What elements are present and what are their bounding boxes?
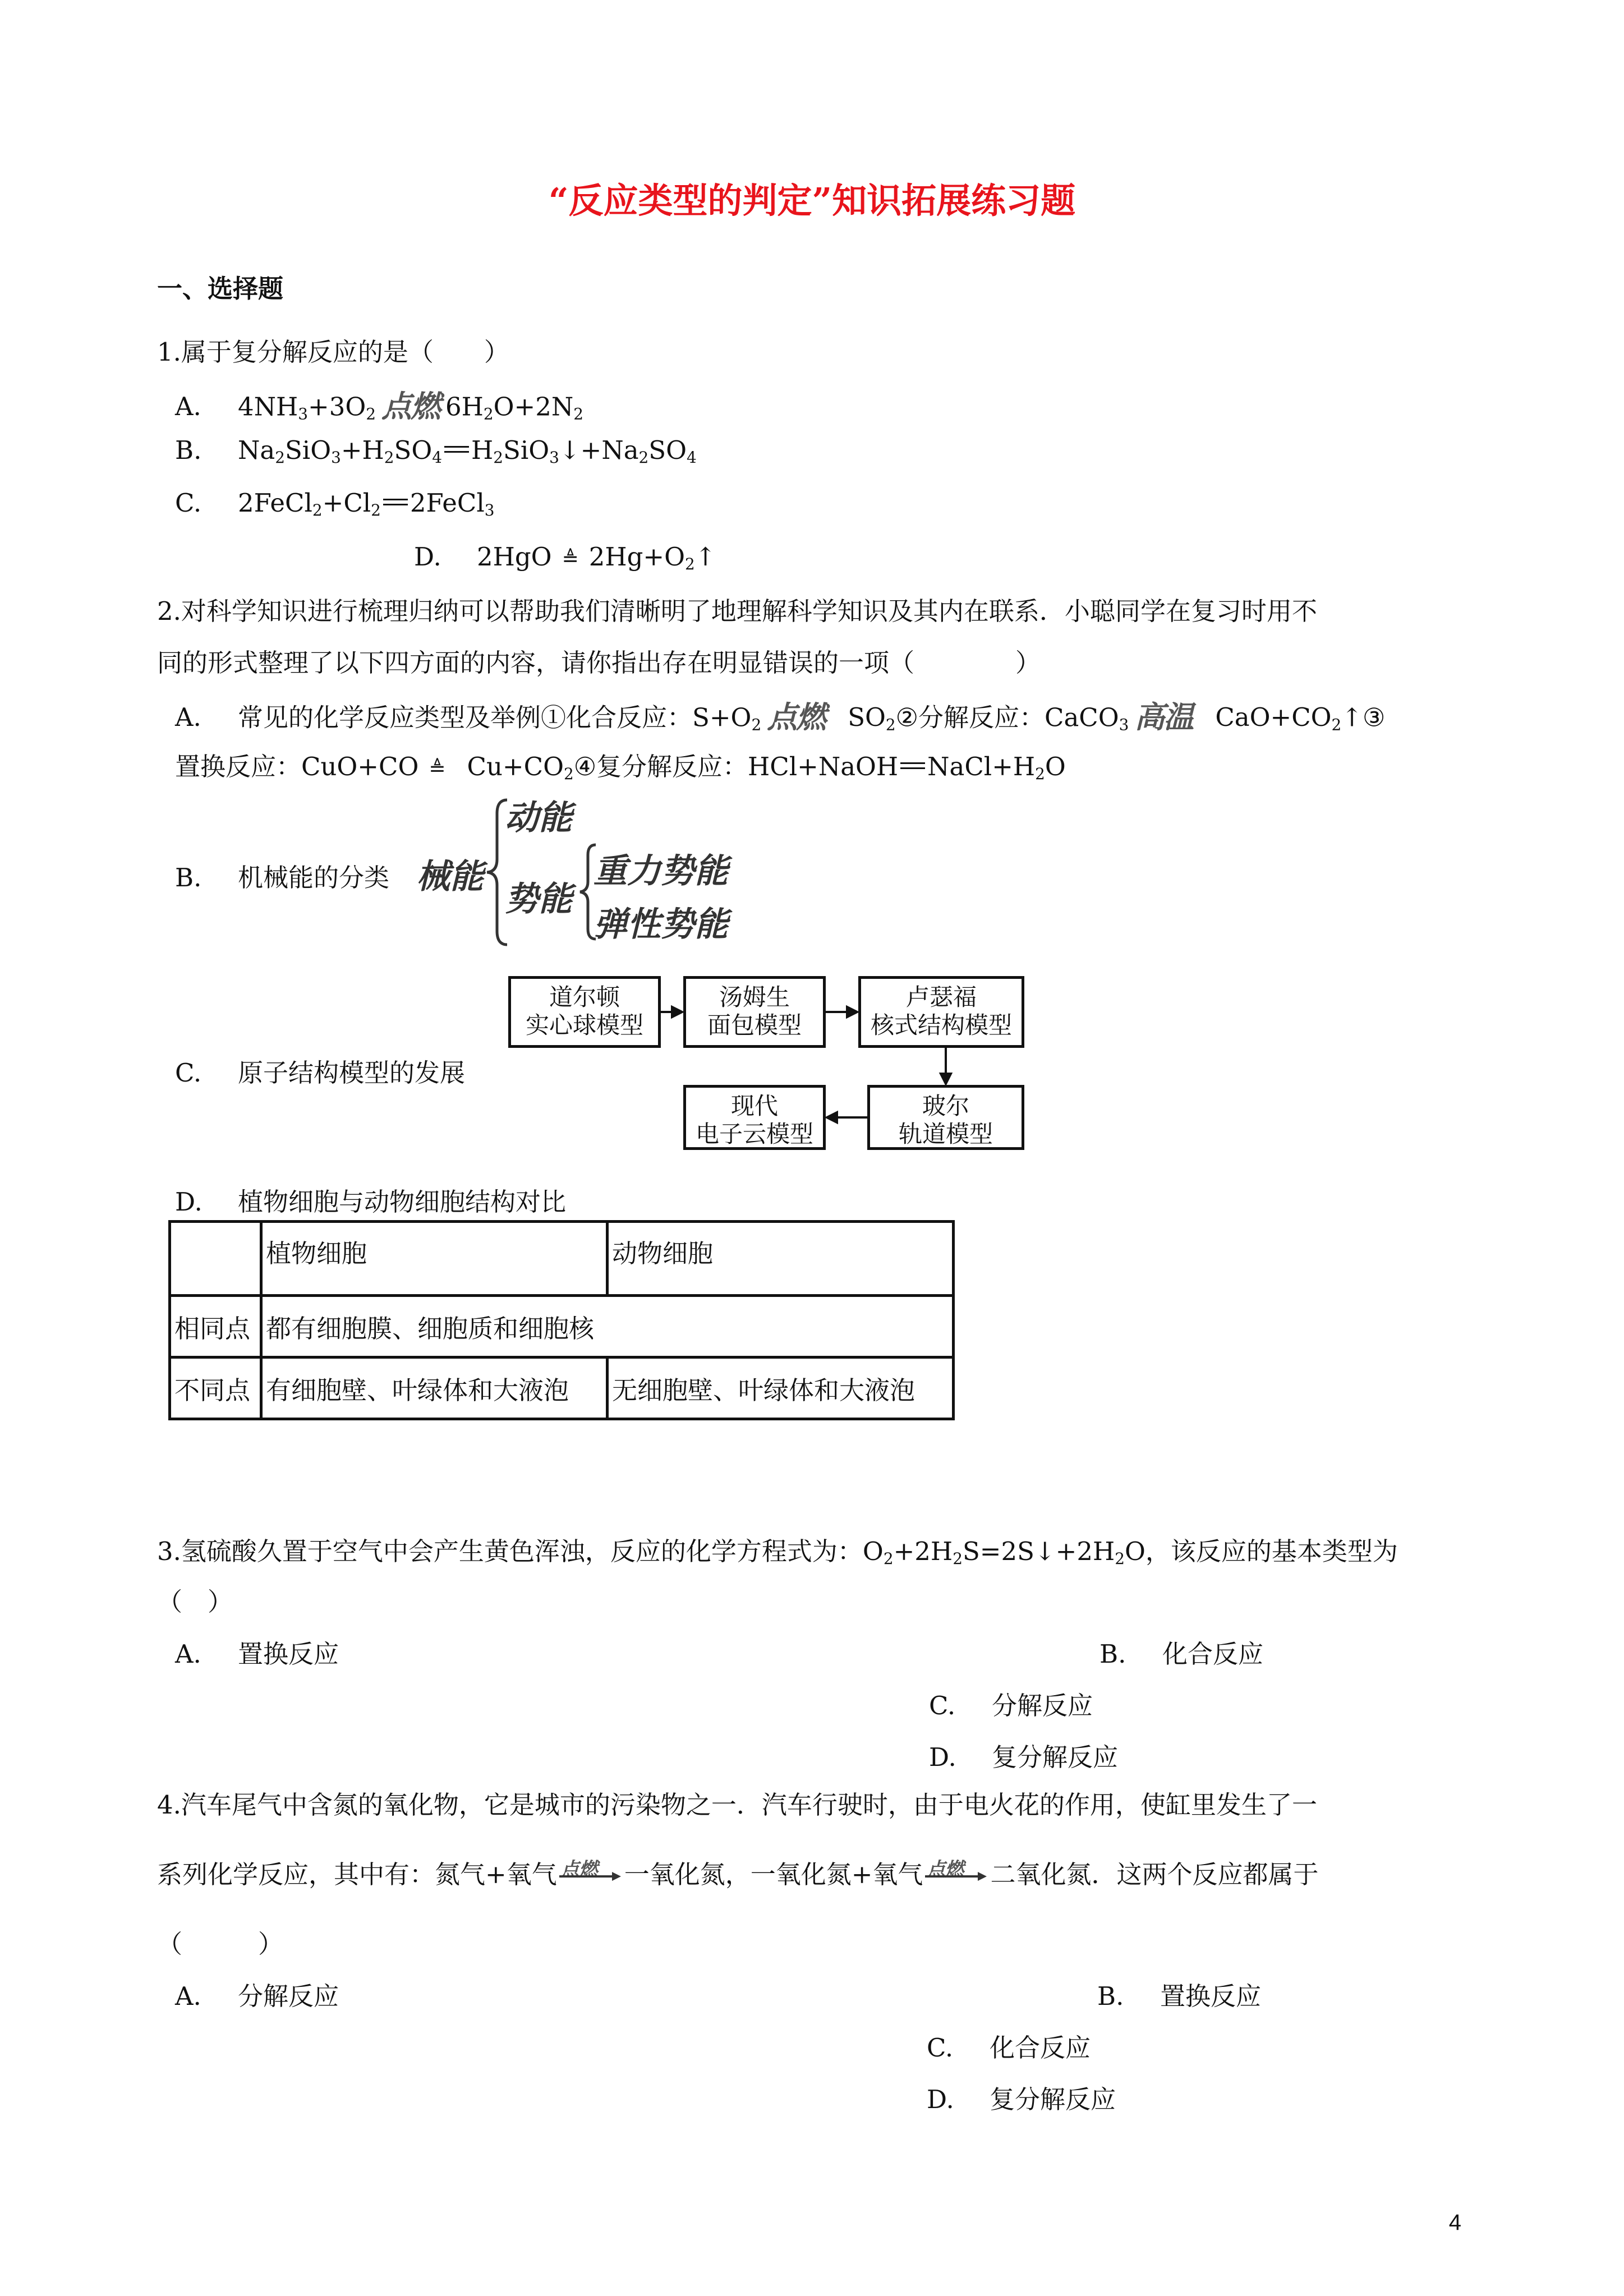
cell-comparison-table	[168, 1220, 955, 1420]
subscript: 2	[953, 1549, 963, 1568]
reaction-condition: 点燃	[926, 1858, 964, 1881]
option-letter: D.	[175, 1187, 203, 1217]
subscript: 2	[366, 404, 376, 424]
option-text: ④复分解反应：HCl+NaOH	[573, 752, 899, 781]
option-text: 复分解反应	[992, 1742, 1119, 1772]
box-line: 玻尔	[922, 1092, 969, 1120]
option-letter: C.	[175, 1058, 202, 1088]
subscript: 2	[275, 448, 285, 467]
arrow-right-icon	[847, 1007, 857, 1017]
option-text: 分解反应	[992, 1691, 1093, 1720]
option-text: 植物细胞与动物细胞结构对比	[238, 1187, 567, 1217]
equation-text: 4NH	[238, 392, 298, 422]
option-letter: D.	[929, 1742, 956, 1772]
equation-text: ↑	[694, 542, 716, 572]
q2-stem-line2: 同的形式整理了以下四方面的内容，请你指出存在明显错误的一项（ ）	[157, 648, 1041, 678]
energy-root-label: 械能	[416, 857, 484, 896]
table-corner-cell	[170, 1222, 261, 1296]
potential-energy-label: 势能	[505, 880, 572, 919]
equation-text: SO	[394, 435, 433, 465]
option-letter: A.	[175, 1981, 201, 2011]
q4-option-c	[927, 2027, 1091, 2064]
subscript: 2	[573, 404, 583, 424]
equation-text: 2Hg+O	[588, 542, 686, 572]
option-text: 置换反应：CuO+CO	[175, 752, 419, 781]
q3-stem-line2: （ ）	[157, 1587, 233, 1617]
reaction-arrow	[557, 1853, 624, 1887]
table-row-label: 不同点	[170, 1358, 261, 1419]
subscript: 2	[751, 715, 762, 734]
option-text: Cu+CO	[467, 752, 564, 781]
equation-text: 2HgO	[477, 542, 552, 572]
stem-text: S=2S↓+2H	[962, 1536, 1115, 1566]
subscript: 2	[883, 1549, 894, 1568]
subscript: 3	[1119, 715, 1129, 734]
subscript: 3	[484, 500, 495, 519]
table-header-animal: 动物细胞	[608, 1222, 954, 1296]
option-text: 化合反应	[990, 2033, 1091, 2063]
q2-option-d	[175, 1181, 566, 1218]
subscript: 2	[312, 500, 323, 519]
table-cell: 都有细胞膜、细胞质和细胞核	[261, 1296, 954, 1358]
arrow-down-icon	[941, 1074, 951, 1084]
subscript: 2	[384, 448, 394, 467]
subscript: 3	[331, 448, 341, 467]
option-text: ②分解反应：CaCO	[895, 702, 1119, 733]
table-row	[170, 1222, 954, 1296]
subscript: 2	[493, 448, 504, 467]
equation-text: SO	[648, 435, 687, 465]
subscript: 2	[885, 715, 896, 734]
box-line: 道尔顿	[549, 983, 620, 1011]
arrow-left-icon	[827, 1112, 837, 1122]
option-letter: B.	[1097, 1981, 1124, 2011]
option-text: 置换反应	[1160, 1981, 1262, 2011]
box-line: 核式结构模型	[870, 1011, 1012, 1039]
arrow-right-icon	[923, 1870, 989, 1883]
q4-stem-line2	[157, 1849, 1318, 1901]
option-letter: A.	[175, 702, 201, 733]
option-text: 分解反应	[238, 1981, 339, 2011]
page-number: 4	[1448, 2210, 1461, 2235]
equation-text: 2FeCl	[410, 488, 485, 518]
option-text: 化合反应	[1162, 1639, 1264, 1669]
reaction-condition: 点燃	[381, 389, 440, 424]
q4-stem-line1: 4.汽车尾气中含氮的氧化物，它是城市的污染物之一．汽车行驶时，由于电火花的作用，使缸里发生了一	[157, 1790, 1317, 1820]
option-text: ↑③	[1341, 702, 1386, 733]
q3-option-d	[929, 1737, 1118, 1773]
equation-text: SiO	[284, 435, 332, 465]
reaction-condition: 点燃	[767, 700, 826, 735]
box-line: 面包模型	[707, 1011, 802, 1039]
equation-text: +3O	[308, 392, 366, 422]
option-text: 常见的化学反应类型及举例①化合反应：S+O	[238, 702, 752, 733]
option-letter: C.	[175, 488, 202, 518]
reaction-arrow	[923, 1853, 990, 1887]
option-letter: A.	[175, 392, 201, 422]
table-header-plant: 植物细胞	[261, 1222, 608, 1296]
table-row-label: 相同点	[170, 1296, 261, 1358]
equation-text: ↓+Na	[559, 435, 639, 465]
subscript: 2	[1331, 715, 1342, 734]
subscript: 2	[1115, 1549, 1125, 1568]
q3-stem-line1	[157, 1526, 1398, 1577]
equation-text: SiO	[503, 435, 550, 465]
subscript: 2	[563, 764, 574, 783]
equation-text: Na	[238, 435, 275, 465]
gravity-potential-label: 重力势能	[594, 852, 728, 891]
option-letter: C.	[929, 1691, 956, 1720]
option-text: CaO+CO	[1215, 702, 1332, 733]
arrow-right-icon	[557, 1870, 623, 1883]
option-letter: D.	[927, 2085, 954, 2114]
box-line: 电子云模型	[695, 1120, 813, 1148]
q4-stem-line3: （ ）	[157, 1929, 284, 1959]
table-row	[170, 1296, 954, 1358]
box-line: 现代	[730, 1092, 778, 1120]
box-line: 实心球模型	[525, 1011, 643, 1039]
kinetic-energy-label: 动能	[505, 798, 572, 838]
equation-text: O+2N	[493, 392, 574, 422]
subscript: 2	[483, 404, 494, 424]
equation-text: 6H	[445, 392, 484, 422]
table-row	[170, 1358, 954, 1419]
option-text: NaCl+H	[927, 752, 1036, 781]
arrow-right-icon	[672, 1007, 682, 1017]
option-text: 机械能的分类	[238, 863, 390, 892]
q3-option-c	[929, 1685, 1093, 1722]
page-title: “反应类型的判定”知识拓展练习题	[548, 180, 1076, 221]
stem-text: 一氧化氮，一氧化氮+氧气	[624, 1860, 923, 1889]
box-line: 汤姆生	[719, 983, 790, 1011]
heat-condition-icon: ≜	[429, 757, 446, 780]
q4-option-d	[927, 2079, 1116, 2115]
equation-text: H	[471, 435, 494, 465]
subscript: 2	[1035, 764, 1045, 783]
stem-text: +2H	[893, 1536, 953, 1566]
section-heading: 一、选择题	[157, 274, 284, 303]
subscript: 4	[687, 448, 697, 467]
stem-text: 二氧化氮．这两个反应都属于	[990, 1860, 1319, 1889]
box-line: 轨道模型	[898, 1120, 993, 1148]
q3-option-a	[175, 1634, 339, 1670]
reaction-condition: 高温	[1134, 700, 1193, 735]
option-text: O	[1045, 752, 1066, 781]
equation-text: +H	[341, 435, 384, 465]
option-letter: A.	[175, 1639, 201, 1669]
stem-text: 3.氢硫酸久置于空气中会产生黄色浑浊，反应的化学方程式为：O	[157, 1536, 884, 1566]
subscript: 3	[549, 448, 559, 467]
option-letter: B.	[175, 435, 202, 465]
table-cell: 无细胞壁、叶绿体和大液泡	[608, 1358, 954, 1419]
subscript: 2	[371, 500, 381, 519]
stem-text: O，该反应的基本类型为	[1124, 1536, 1398, 1566]
q4-option-a	[175, 1976, 339, 2012]
q2-stem-line1: 2.对科学知识进行梳理归纳可以帮助我们清晰明了地理解科学知识及其内在联系．小聪同学在复习时用不	[157, 596, 1317, 626]
option-letter: B.	[175, 863, 202, 892]
equation-text: 2FeCl	[238, 488, 312, 518]
q4-option-b	[1097, 1976, 1261, 2012]
option-letter: C.	[927, 2033, 954, 2063]
option-text: 复分解反应	[990, 2085, 1116, 2114]
subscript: 3	[298, 404, 308, 424]
table-cell: 有细胞壁、叶绿体和大液泡	[261, 1358, 608, 1419]
subscript: 4	[432, 448, 443, 467]
option-text: SO	[848, 702, 886, 733]
elastic-potential-label: 弹性势能	[594, 905, 728, 944]
subscript: 2	[638, 448, 649, 467]
equation-text: +Cl	[322, 488, 371, 518]
subscript: 2	[685, 554, 695, 573]
stem-text: 系列化学反应，其中有：氮气+氧气	[157, 1860, 557, 1889]
option-letter: B.	[1099, 1639, 1126, 1669]
option-text: 置换反应	[238, 1639, 339, 1669]
option-letter: D.	[414, 542, 441, 572]
q1-stem: 1.属于复分解反应的是（ ）	[157, 337, 509, 367]
q3-option-b	[1099, 1634, 1263, 1670]
heat-condition-icon: ≜	[562, 547, 579, 570]
box-line: 卢瑟福	[905, 983, 977, 1011]
option-text: 原子结构模型的发展	[238, 1058, 466, 1088]
reaction-condition: 点燃	[560, 1858, 597, 1881]
